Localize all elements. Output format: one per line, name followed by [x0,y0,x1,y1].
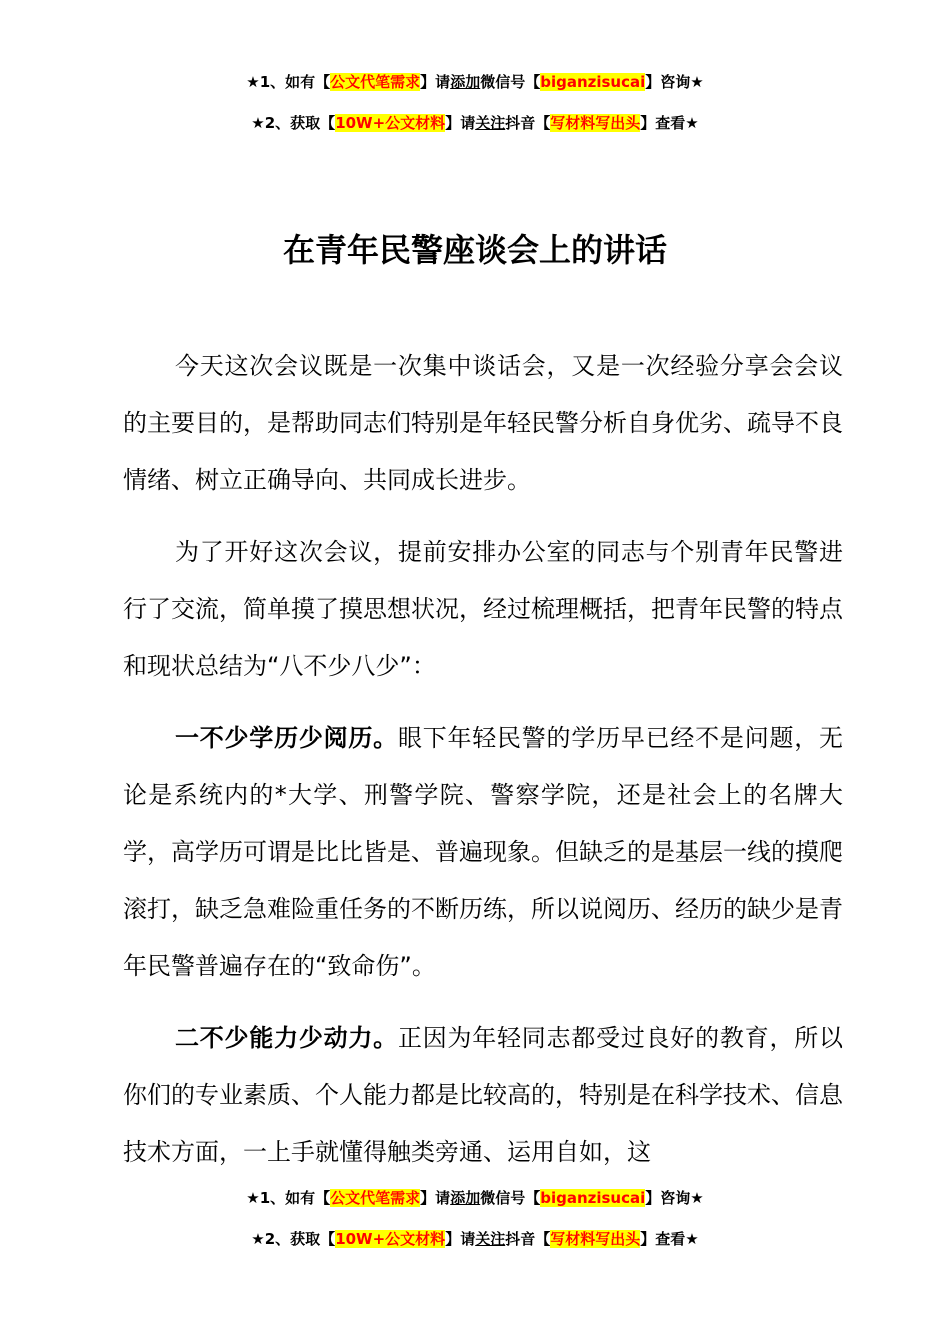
promo-text: 微信号【 [480,1189,541,1207]
promo-text: ★1、如有【 [246,73,331,91]
paragraph-text: 眼下年轻民警的学历早已经不是问题，无论是系统内的*大学、刑警学院、警察学院，还是社会上的名牌大学，高学历可谓是比比皆是、普遍现象。但缺乏的是基层一线的摸爬滚打，缺乏急难险重任务的不断历练，所以说阅历、经历的缺少是青年民警普遍存在的“致命伤”。 [123,724,844,980]
promo-emphasis: 关注 [475,114,506,132]
promo-highlight: 公文代笔需求 [330,73,421,91]
promo-text: 微信号【 [480,73,541,91]
promo-douyin-id: 写材料写出头 [550,1230,641,1248]
promo-text: 】咨询★ [645,1189,704,1207]
promo-emphasis: 添加 [450,1189,481,1207]
promo-highlight: 10W+公文材料 [335,114,446,132]
promo-highlight: 公文代笔需求 [330,1189,421,1207]
paragraph-1 [123,338,843,509]
promo-emphasis: 关注 [475,1230,506,1248]
paragraph-3 [123,710,843,995]
document-body [123,338,843,1196]
promo-text: 】请 [420,1189,451,1207]
paragraph-text: 正因为年轻同志都受过良好的教育，所以你们的专业素质、个人能力都是比较高的，特别是在科学技术、信息技术方面，一上手就懂得触类旁通、运用自如，这 [123,1024,844,1166]
promo-highlight: 10W+公文材料 [335,1230,446,1248]
promo-text: ★1、如有【 [246,1189,331,1207]
document-title: 在青年民警座谈会上的讲话 [282,231,667,269]
promo-douyin-id: 写材料写出头 [550,114,641,132]
promo-text: 】查看★ [640,114,699,132]
promo-text: 】请 [420,73,451,91]
promo-wechat-id: biganzisucai [540,1189,646,1207]
promo-text: 】咨询★ [645,73,704,91]
header-promo-line-2 [0,111,950,135]
promo-text: 】请 [445,114,476,132]
footer-promo-line-1 [0,1186,950,1210]
footer-promo-line-2 [0,1227,950,1251]
paragraph-4 [123,1010,843,1181]
promo-emphasis: 添加 [450,73,481,91]
paragraph-lead: 一不少学历少阅历。 [175,724,398,752]
promo-text: 抖音【 [505,1230,551,1248]
header-promo-line-1 [0,70,950,94]
paragraph-2 [123,524,843,695]
promo-text: 抖音【 [505,114,551,132]
promo-text: 】请 [445,1230,476,1248]
promo-wechat-id: biganzisucai [540,73,646,91]
promo-text: ★2、获取【 [251,1230,336,1248]
promo-text: ★2、获取【 [251,114,336,132]
paragraph-text: 今天这次会议既是一次集中谈话会，又是一次经验分享会会议的主要目的，是帮助同志们特别是年轻民警分析自身优劣、疏导不良情绪、树立正确导向、共同成长进步。 [123,352,843,494]
paragraph-text: 为了开好这次会议，提前安排办公室的同志与个别青年民警进行了交流，简单摸了摸思想状况，经过梳理概括，把青年民警的特点和现状总结为“八不少八少”： [123,538,843,680]
paragraph-lead: 二不少能力少动力。 [175,1024,398,1052]
promo-text: 】查看★ [640,1230,699,1248]
